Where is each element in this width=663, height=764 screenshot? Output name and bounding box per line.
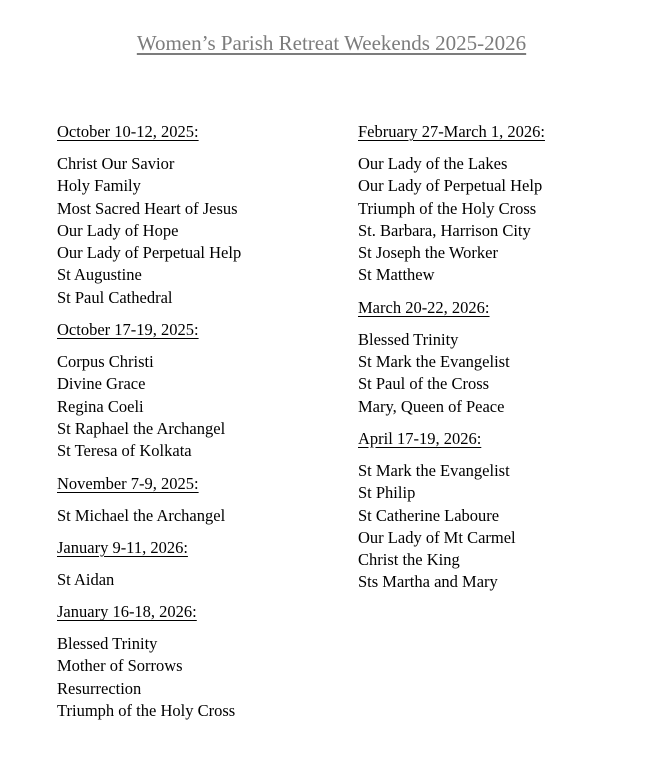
- parish-item: Our Lady of Mt Carmel: [358, 527, 516, 547]
- parish-item: Blessed Trinity: [57, 634, 158, 654]
- parish-item: St Mark the Evangelist: [358, 460, 510, 480]
- parish-item: St Raphael the Archangel: [57, 418, 226, 438]
- parish-list: [57, 569, 352, 591]
- section-date-heading: October 10-12, 2025:: [57, 122, 199, 141]
- section-date-heading: January 9-11, 2026:: [57, 537, 188, 557]
- parish-item: St Paul Cathedral: [57, 287, 173, 307]
- parish-item: St Mark the Evangelist: [358, 352, 510, 372]
- parish-item: Mary, Queen of Peace: [358, 396, 505, 416]
- parish-item: Blessed Trinity: [358, 329, 459, 349]
- parish-item: Our Lady of Perpetual Help: [358, 176, 543, 196]
- parish-list: [57, 351, 352, 462]
- columns: [0, 121, 663, 764]
- parish-item: St. Barbara, Harrison City: [358, 220, 531, 240]
- parish-item: St Teresa of Kolkata: [57, 441, 192, 461]
- parish-item: St Catherine Laboure: [358, 505, 500, 525]
- parish-item: Most Sacred Heart of Jesus: [57, 198, 238, 218]
- column-left: [57, 121, 352, 722]
- parish-list: [57, 505, 352, 527]
- parish-list: [57, 153, 352, 309]
- parish-item: Corpus Christi: [57, 352, 154, 372]
- parish-item: Resurrection: [57, 678, 142, 698]
- parish-item: Divine Grace: [57, 374, 146, 394]
- parish-item: St Paul of the Cross: [358, 374, 490, 394]
- parish-list: [57, 633, 352, 722]
- section-date-heading: March 20-22, 2026:: [358, 297, 490, 317]
- parish-item: St Philip: [358, 483, 416, 503]
- parish-list: [358, 153, 653, 287]
- section-date-heading: November 7-9, 2025:: [57, 473, 199, 493]
- parish-item: St Augustine: [57, 265, 142, 285]
- parish-item: Christ Our Savior: [57, 154, 175, 173]
- parish-item: Our Lady of Perpetual Help: [57, 243, 242, 263]
- section-date-heading: October 17-19, 2025:: [57, 320, 199, 340]
- parish-item: Holy Family: [57, 176, 141, 196]
- parish-item: Our Lady of the Lakes: [358, 154, 508, 173]
- parish-item: Triumph of the Holy Cross: [57, 701, 236, 721]
- parish-item: Mother of Sorrows: [57, 656, 183, 676]
- parish-item: St Matthew: [358, 265, 435, 285]
- section-date-heading: January 16-18, 2026:: [57, 602, 197, 622]
- document-title: Women’s Parish Retreat Weekends 2025-2026: [136, 31, 527, 55]
- parish-list: [358, 460, 653, 594]
- parish-item: Triumph of the Holy Cross: [358, 198, 537, 218]
- parish-item: Christ the King: [358, 550, 460, 570]
- parish-item: St Aidan: [57, 569, 115, 589]
- section-date-heading: April 17-19, 2026:: [358, 428, 482, 448]
- parish-item: Our Lady of Hope: [57, 220, 179, 240]
- parish-item: Regina Coeli: [57, 396, 144, 416]
- parish-item: St Michael the Archangel: [57, 505, 226, 525]
- column-right: [358, 121, 653, 594]
- parish-list: [358, 329, 653, 418]
- parish-item: Sts Martha and Mary: [358, 572, 498, 592]
- section-date-heading: February 27-March 1, 2026:: [358, 122, 545, 141]
- parish-item: St Joseph the Worker: [358, 243, 498, 263]
